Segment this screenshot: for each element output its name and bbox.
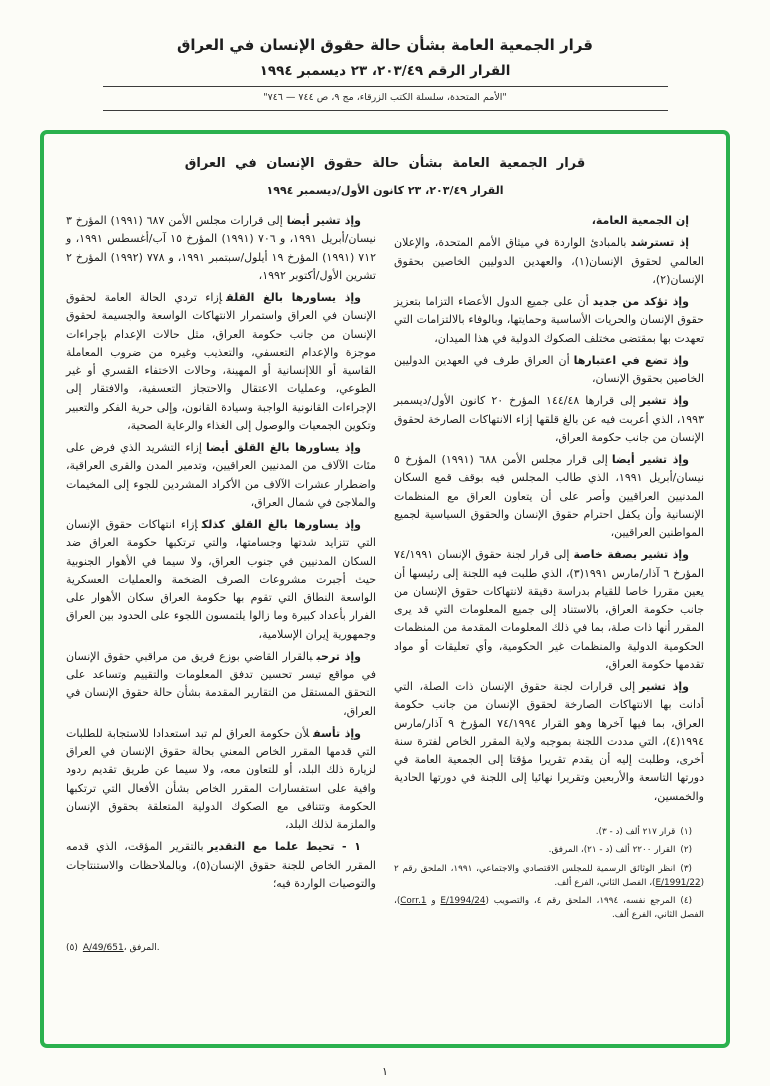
paragraph-lead: وإذ ترحب xyxy=(316,649,361,663)
preamble-paragraph xyxy=(66,289,376,435)
paragraph-lead: وإذ تشير بصفة خاصة xyxy=(573,548,689,562)
intro-paragraph xyxy=(394,212,704,230)
two-column-layout xyxy=(66,212,704,961)
operative-paragraph-1 xyxy=(66,838,376,893)
paragraph-text: إلى قرارات لجنة حقوق الإنسان ذات الصلة، التي أدانت بها الانتهاكات الصارخة لحقوق الإنسان من جانب حكومة العراق، بما فيها آخرها وهو القرار ٧٤/١٩٩٤ المؤرخ ٩ آذار/مارس ١٩٩٤(٤)، التي مددت اللجنة بموجبه ولاية المقرر الخاص لفترة سنة أخرى، وطلبت إليه أن يقدم تقريرا مؤقتا إلى الجمعية العامة في دورتها التاسعة والأربعين وتقريرا نهائيا إلى اللجنة في دورتها الحادية والخمسين، xyxy=(394,680,705,803)
paragraph-lead: وإذ تشير xyxy=(639,680,689,693)
footnote-text: قرار ٢١٧ ألف (د - ٣). xyxy=(595,826,676,837)
footnote-text: )، الفصل الثاني، الفرع ألف. xyxy=(554,877,656,888)
paragraph-text: بالتقرير المؤقت، الذي قدمه المقرر الخاص للجنة حقوق الإنسان(٥)، وبالملاحظات والاستنتاجات والتوصيات الواردة فيه؛ xyxy=(66,840,376,890)
paragraph-text: بالقرار القاضي بوزع فريق من مراقبي حقوق الإنسان في مواقع تيسر تحسين تدفق المعلومات والتقييم وتساعد على التحقق المستقل من التقارير المقدمة بشأن حالة حقوق الإنسان في العراق، xyxy=(66,649,376,718)
paragraph-text: إزاء تردي الحالة العامة لحقوق الإنسان في العراق واستمرار الانتهاكات الواسعة والجسيمة لحقوق الإنسان من جانب حكومة العراق، مثل حالات الإعدام بإجراءات موجزة والإعدام التعسفي، والتعذيب وغيره من ضروب المعاملة القاسية أو اللاإنسانية أو المهينة، وحالات الاختفاء القسري أو غير الطوعي، وعمليات الاعتقال والاحتجاز التعسفية، والافتقار إلى الإجراءات القانونية الواجبة وسيادة القانون، وإلى حرية الفكر والتعبير وتكوين الجمعيات والوصول إلى الغذاء والرعاية الصحية، xyxy=(66,291,376,432)
footnote-text: القرار ٢٢٠٠ ألف (د - ٢١)، المرفق. xyxy=(548,845,676,856)
footnote-item xyxy=(394,863,704,890)
document-symbol: E/1991/22 xyxy=(655,877,701,888)
footnote-text: ، المرفق. xyxy=(123,943,160,953)
paragraph-text: أن على جميع الدول الأعضاء التزاما بتعزيز حقوق الإنسان والحريات الأساسية وحمايتها، وبالوفاء بالالتزامات التي تعهدت بها بمقتضى مختلف الصكوك الدولية في هذا الميدان، xyxy=(394,295,704,345)
footnote-marker: (٣) xyxy=(680,864,692,874)
footnote-text: )، الفصل الثاني، الفرع ألف. xyxy=(394,896,704,920)
preamble-paragraph xyxy=(394,293,704,348)
document-symbol: E/1994/24 xyxy=(440,896,486,907)
preamble-paragraph xyxy=(66,648,376,721)
left-column xyxy=(66,212,376,961)
footnote-item xyxy=(394,826,704,840)
footnote-item xyxy=(394,844,704,858)
preamble-paragraph xyxy=(66,516,376,644)
footnote-marker: (٥) xyxy=(66,943,78,953)
preamble-paragraph xyxy=(66,439,376,512)
paragraph-text: إلى قرارات مجلس الأمن ٦٨٧ (١٩٩١) المؤرخ ٣ نيسان/أبريل ١٩٩١، و ٧٠٦ (١٩٩١) المؤرخ ١٥ آب/أغسطس ١٩٩١، و ٧١٢ (١٩٩١) المؤرخ ١٩ أيلول/سبتمبر ١٩٩١، و ٧٧٨ (١٩٩٢) المؤرخ ٢ تشرين الأول/أكتوبر ١٩٩٢، xyxy=(66,214,377,282)
paragraph-text: إزاء التشريد الذي فرض على مئات الآلاف من المدنيين العراقيين، وتدمير المدن والقرى العراقية، واضطرار عشرات الآلاف من الأكراد المشردين للجوء إلى المخيمات والملاجئ في شمال العراق، xyxy=(66,441,376,509)
paragraph-lead: وإذ تأسف xyxy=(313,726,362,740)
header-rule-top xyxy=(103,86,668,87)
paragraph-lead: وإذ يساورها بالغ القلق كذلك xyxy=(201,518,362,531)
paragraph-text: لأن حكومة العراق لم تبد استعدادا للاستجابة للطلبات التي قدمها المقرر الخاص المعني بحالة حقوق الإنسان في العراق لزيارة ذلك البلد، أو للتعاون معه، ولا سيما عن طريق تقديم ردود وافية على استفسارات المقرر الخاص بشأن الأفعال التي ترتكبها الحكومة وتتنافى مع الصكوك الدولية المتعلقة بحقوق الإنسان والملزمة لذلك البلد، xyxy=(66,726,376,831)
paragraph-text: بالمبادئ الواردة في ميثاق الأمم المتحدة، والإعلان العالمي لحقوق الإنسان(١)، والعهدين الدوليين الخاصين بحقوق الإنسان(٢)، xyxy=(394,236,704,286)
footnote-marker: (١) xyxy=(680,826,692,837)
paragraph-lead: وإذ تضع في اعتبارها xyxy=(573,353,689,367)
paragraph-lead: وإذ تشير أيضا xyxy=(286,214,361,227)
header-rule-bottom xyxy=(103,110,668,111)
footnote-marker: (٢) xyxy=(680,845,692,856)
document-title: قرار الجمعية العامة بشأن حالة حقوق الإنسان في العراق xyxy=(184,156,586,171)
paragraph-text: أن العراق طرف في العهدين الدوليين الخاصين بحقوق الإنسان، xyxy=(394,353,704,385)
paragraph-lead: وإذ تؤكد من جديد xyxy=(592,295,689,308)
document-symbol: A/49/651 xyxy=(82,943,124,953)
paragraph-lead: إذ تسترشد xyxy=(630,236,689,250)
paragraph-lead: ١ - تحيط علما مع التقدير xyxy=(207,840,361,854)
right-column xyxy=(394,212,704,928)
paragraph-lead: وإذ تشير xyxy=(639,394,690,408)
preamble-paragraph xyxy=(66,212,376,285)
preamble-paragraph xyxy=(394,392,704,447)
document-symbol: Corr.1 xyxy=(400,896,427,907)
footnote-text: المرجع نفسه، ١٩٩٤، الملحق رقم ٤، والتصويب ( xyxy=(485,896,676,907)
header-title: قرار الجمعية العامة بشأن حالة حقوق الإنسان في العراق xyxy=(177,36,593,54)
paragraph-text: إزاء انتهاكات حقوق الإنسان التي تتزايد شدتها وجسامتها، والتي ترتكبها حكومة العراق ضد السكان المدنيين في جنوب العراق، ولا سيما في الأهوار الجنوبية حيث أجبرت مشروعات الصرف الضخمة والعمليات العسكرية الواسعة النطاق التي تقوم بها حكومة العراق سكان الأهوار على الفرار بأعداد كبيرة وما زالوا يلتمسون اللجوء على الحدود بين العراق وجمهورية إيران الإسلامية، xyxy=(66,518,376,641)
preamble-paragraph xyxy=(394,352,704,389)
paragraph-lead: وإذ يساورها بالغ القلق أيضا xyxy=(205,441,361,454)
footnotes-block xyxy=(394,826,704,923)
preamble-paragraph xyxy=(394,546,704,674)
paragraph-text: إلى قرار مجلس الأمن ٦٨٨ (١٩٩١) المؤرخ ٥ نيسان/أبريل ١٩٩١، الذي طالب المجلس فيه بوقف قمع السكان المدنيين العراقيين وأصر على أن يتعاون العراق مع المنظمات الإنسانية وأن يكفل احترام حقوق الإنسان والحقوق السياسية لجميع المواطنين العراقيين، xyxy=(394,453,705,539)
paragraph-lead: إن الجمعية العامة، xyxy=(591,214,689,227)
preamble-paragraph xyxy=(66,725,376,835)
footnote-text: انظر الوثائق الرسمية للمجلس الاقتصادي والاجتماعي، ١٩٩١، الملحق رقم ٢ ( xyxy=(394,864,704,888)
page-number: ١ xyxy=(382,1065,388,1078)
preamble-paragraph xyxy=(394,234,704,289)
paragraph-lead: وإذ تشير أيضا xyxy=(611,453,689,466)
footnote-item-5 xyxy=(66,941,376,956)
page-header xyxy=(0,36,770,111)
preamble-paragraph xyxy=(394,451,704,542)
footnote-item xyxy=(394,895,704,922)
footnote-text: و xyxy=(426,896,441,907)
paragraph-lead: وإذ يساورها بالغ القلق xyxy=(226,291,361,304)
paragraph-text: إلى قرارها ١٤٤/٤٨ المؤرخ ٢٠ كانون الأول/ديسمبر ١٩٩٣، الذي أعربت فيه عن بالغ قلقها إزاء الانتهاكات الصارخة لحقوق الإنسان من جانب حكومة العراق، xyxy=(394,394,704,444)
paragraph-text: إلى قرار لجنة حقوق الإنسان ٧٤/١٩٩١ المؤرخ ٦ آذار/مارس ١٩٩١(٣)، الذي طلبت فيه اللجنة إلى رئيسها أن يعين مقررا خاصا للقيام بدراسة دقيقة لانتهاكات حقوق الإنسان من جانب حكومة العراق، بالاستناد إلى جميع المعلومات التي قد يرى المقرر أنها ذات صلة، بما في ذلك المعلومات المقدمة من المنظمات الحكومية الدولية والمنظمات غير الحكومية، وأي تعليقات أو مواد تقدمها حكومة العراق، xyxy=(394,548,705,671)
header-resolution-line: القرار الرقم ٢٠٣/٤٩، ٢٣ ديسمبر ١٩٩٤ xyxy=(259,63,511,79)
document-body-frame xyxy=(40,130,730,1048)
document-subtitle: القرار ٢٠٣/٤٩، ٢٣ كانون الأول/ديسمبر ١٩٩٤ xyxy=(266,184,504,197)
header-source-line: "الأمم المتحدة، سلسلة الكتب الزرقاء، مج ٩، ص ٧٤٤ — ٧٤٦" xyxy=(263,92,507,103)
footnote-marker: (٤) xyxy=(680,896,692,907)
preamble-paragraph xyxy=(394,678,704,806)
